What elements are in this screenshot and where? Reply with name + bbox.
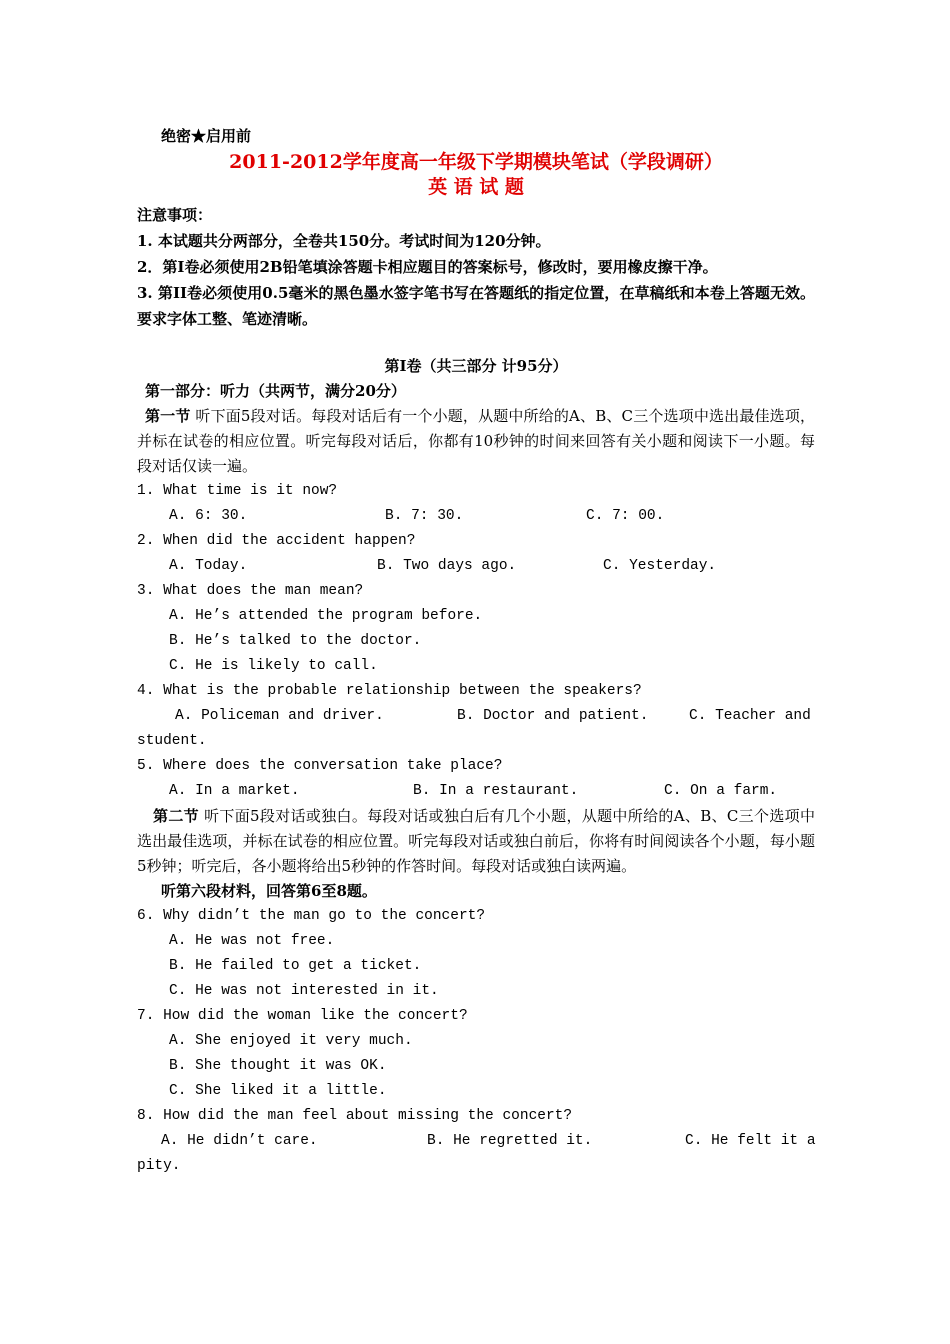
section1-text: 听下面5段对话。每段对话后有一个小题，从题中所给的A、B、C三个选项中选出最佳选项，并标在试卷的相应位置。听完每段对话后，你都有10秒钟的时间来回答有关小题和阅读下一小题。每段对话仅读一遍。 xyxy=(137,407,815,475)
option-a: A. He’s attended the program before. xyxy=(169,608,483,624)
option-b: B. Two days ago. xyxy=(377,558,517,574)
section2-label: 第二节 xyxy=(153,807,199,825)
option-b: B. He failed to get a ticket. xyxy=(169,958,422,974)
option-a: A. She enjoyed it very much. xyxy=(169,1033,413,1049)
notice-heading: 注意事项： xyxy=(137,206,213,224)
section2-instructions xyxy=(137,804,815,879)
question-4-options xyxy=(137,704,815,729)
option-c: C. On a farm. xyxy=(664,783,778,799)
option-b: B. Doctor and patient. xyxy=(457,708,649,724)
section1-label: 第一节 xyxy=(145,407,191,425)
option-c: C. Teacher and xyxy=(689,708,811,724)
notice-item-1: 1. 本试题共分两部分，全卷共150分。考试时间为120分钟。 xyxy=(137,232,551,250)
question-5-options xyxy=(137,779,815,804)
section2-text: 听下面5段对话或独白。每段对话或独白后有几个小题，从题中所给的A、B、C三个选项中选出最佳选项，并标在试卷的相应位置。听完每段对话或独白前后，你将有时间阅读各个小题，每小题5秒钟；听完后，各小题将给出5秒钟的作答时间。每段对话或独白读两遍。 xyxy=(137,807,815,875)
section1-instructions xyxy=(137,404,815,479)
option-c: C. He felt it a xyxy=(685,1133,816,1149)
question-2-options xyxy=(137,554,815,579)
question-5-stem: 5. Where does the conversation take place? xyxy=(137,758,503,774)
question-1-options xyxy=(137,504,815,529)
exam-page xyxy=(137,122,815,1179)
option-c-continued: student. xyxy=(137,733,207,749)
material-6-heading: 听第六段材料，回答第6至8题。 xyxy=(161,882,377,900)
question-6-stem: 6. Why didn’t the man go to the concert? xyxy=(137,908,486,924)
option-b: B. In a restaurant. xyxy=(413,783,579,799)
notice-item-3: 3. 第II卷必须使用0.5毫米的黑色墨水签字笔书写在答题纸的指定位置，在草稿纸和本卷上答题无效。要求字体工整、笔迹清晰。 xyxy=(137,284,815,328)
exam-subject: 英 语 试 题 xyxy=(428,176,524,198)
option-a: A. He didn’t care. xyxy=(161,1133,318,1149)
option-a: A. 6: 30. xyxy=(169,508,248,524)
option-b: B. He’s talked to the doctor. xyxy=(169,633,422,649)
option-c-continued: pity. xyxy=(137,1158,181,1174)
question-2-stem: 2. When did the accident happen? xyxy=(137,533,416,549)
option-c: C. 7: 00. xyxy=(586,508,665,524)
exam-title: 2011-2012学年度高一年级下学期模块笔试（学段调研） xyxy=(229,151,723,173)
question-1-stem: 1. What time is it now? xyxy=(137,483,338,499)
confidential-label: 绝密★启用前 xyxy=(161,127,252,145)
notice-item-2: 2．第Ⅰ卷必须使用2B铅笔填涂答题卡相应题目的答案标号，修改时，要用橡皮擦干净。 xyxy=(137,258,718,276)
option-c: C. Yesterday. xyxy=(603,558,717,574)
question-8-options xyxy=(137,1129,815,1154)
question-7-stem: 7. How did the woman like the concert? xyxy=(137,1008,468,1024)
option-a: A. Policeman and driver. xyxy=(175,708,384,724)
option-c: C. He is likely to call. xyxy=(169,658,378,674)
option-c: C. She liked it a little. xyxy=(169,1083,387,1099)
option-b: B. She thought it was OK. xyxy=(169,1058,387,1074)
option-a: A. Today. xyxy=(169,558,248,574)
question-3-stem: 3. What does the man mean? xyxy=(137,583,364,599)
question-4-stem: 4. What is the probable relationship between the speakers? xyxy=(137,683,642,699)
option-c: C. He was not interested in it. xyxy=(169,983,439,999)
option-b: B. He regretted it. xyxy=(427,1133,593,1149)
volume-title: 第I卷（共三部分 计95分） xyxy=(384,357,568,375)
option-a: A. In a market. xyxy=(169,783,300,799)
option-b: B. 7: 30. xyxy=(385,508,464,524)
question-8-stem: 8. How did the man feel about missing the concert? xyxy=(137,1108,573,1124)
option-a: A. He was not free. xyxy=(169,933,335,949)
part1-heading: 第一部分：听力（共两节，满分20分） xyxy=(145,382,406,400)
